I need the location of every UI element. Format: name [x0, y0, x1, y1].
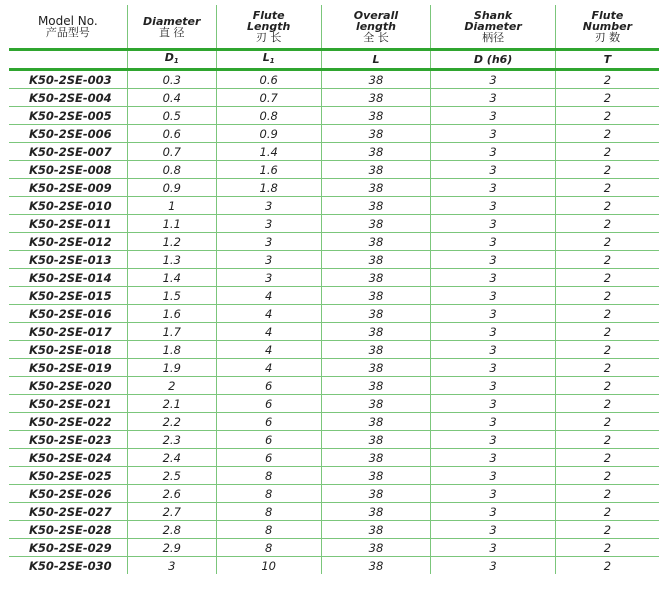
table-row	[9, 215, 659, 233]
cell-model-no: K50-2SE-030	[9, 557, 127, 575]
table-row	[9, 161, 659, 179]
cell-flute-length: 6	[216, 449, 321, 467]
cell-flute-length: 3	[216, 251, 321, 269]
symbol-diameter-text: D	[164, 51, 174, 64]
cell-flute-length: 1.6	[216, 161, 321, 179]
cell-flute-number: 2	[555, 521, 659, 539]
symbol-flute-number	[555, 50, 659, 70]
cell-shank-diameter: 3	[431, 449, 555, 467]
cell-flute-length: 8	[216, 503, 321, 521]
table-row	[9, 179, 659, 197]
cell-model-no: K50-2SE-017	[9, 323, 127, 341]
cell-shank-diameter: 3	[431, 557, 555, 575]
cell-overall-length: 38	[321, 197, 431, 215]
symbol-flute-length	[216, 50, 321, 70]
header-shank-diameter-en1: Shank	[473, 9, 513, 22]
cell-flute-number: 2	[555, 287, 659, 305]
cell-shank-diameter: 3	[431, 395, 555, 413]
header-overall-length-cn: 全 长	[363, 31, 389, 44]
table-row	[9, 431, 659, 449]
cell-overall-length: 38	[321, 125, 431, 143]
cell-shank-diameter: 3	[431, 503, 555, 521]
symbol-flute-number-text: T	[603, 53, 612, 66]
cell-flute-number: 2	[555, 449, 659, 467]
cell-flute-number: 2	[555, 143, 659, 161]
cell-model-no: K50-2SE-029	[9, 539, 127, 557]
cell-model-no: K50-2SE-005	[9, 107, 127, 125]
cell-flute-number: 2	[555, 89, 659, 107]
cell-flute-number: 2	[555, 215, 659, 233]
cell-diameter: 1.5	[127, 287, 216, 305]
cell-flute-length: 8	[216, 485, 321, 503]
cell-model-no: K50-2SE-014	[9, 269, 127, 287]
cell-overall-length: 38	[321, 269, 431, 287]
cell-overall-length: 38	[321, 359, 431, 377]
cell-model-no: K50-2SE-006	[9, 125, 127, 143]
header-flute-number-en2: Number	[582, 20, 633, 33]
cell-overall-length: 38	[321, 305, 431, 323]
spec-table	[9, 5, 659, 574]
cell-overall-length: 38	[321, 251, 431, 269]
cell-diameter: 2.4	[127, 449, 216, 467]
cell-flute-length: 6	[216, 413, 321, 431]
cell-diameter: 2.6	[127, 485, 216, 503]
cell-flute-length: 0.7	[216, 89, 321, 107]
cell-shank-diameter: 3	[431, 359, 555, 377]
cell-overall-length: 38	[321, 557, 431, 575]
cell-flute-number: 2	[555, 70, 659, 89]
table-row	[9, 539, 659, 557]
cell-flute-number: 2	[555, 179, 659, 197]
cell-model-no: K50-2SE-025	[9, 467, 127, 485]
cell-shank-diameter: 3	[431, 89, 555, 107]
cell-flute-number: 2	[555, 377, 659, 395]
cell-flute-length: 0.8	[216, 107, 321, 125]
cell-diameter: 0.6	[127, 125, 216, 143]
cell-model-no: K50-2SE-004	[9, 89, 127, 107]
cell-diameter: 2.5	[127, 467, 216, 485]
table-row	[9, 395, 659, 413]
table-row	[9, 89, 659, 107]
cell-flute-length: 0.9	[216, 125, 321, 143]
cell-flute-number: 2	[555, 341, 659, 359]
cell-flute-length: 6	[216, 395, 321, 413]
cell-model-no: K50-2SE-020	[9, 377, 127, 395]
cell-diameter: 1.8	[127, 341, 216, 359]
cell-shank-diameter: 3	[431, 539, 555, 557]
cell-model-no: K50-2SE-008	[9, 161, 127, 179]
cell-diameter: 2.8	[127, 521, 216, 539]
cell-shank-diameter: 3	[431, 161, 555, 179]
symbol-row	[9, 50, 659, 70]
cell-diameter: 0.4	[127, 89, 216, 107]
header-flute-number-cn: 刃 数	[594, 31, 621, 44]
cell-shank-diameter: 3	[431, 305, 555, 323]
table-row	[9, 503, 659, 521]
header-row	[9, 5, 659, 50]
cell-diameter: 1.3	[127, 251, 216, 269]
cell-flute-number: 2	[555, 359, 659, 377]
cell-flute-length: 1.8	[216, 179, 321, 197]
header-flute-length-en2: Length	[247, 20, 291, 33]
cell-flute-length: 4	[216, 359, 321, 377]
cell-diameter: 1.7	[127, 323, 216, 341]
symbol-shank-diameter-text: D (h6)	[473, 53, 513, 66]
symbol-diameter	[127, 50, 216, 70]
cell-flute-number: 2	[555, 539, 659, 557]
cell-flute-number: 2	[555, 107, 659, 125]
cell-overall-length: 38	[321, 467, 431, 485]
cell-flute-length: 3	[216, 233, 321, 251]
table-row	[9, 305, 659, 323]
spec-table-container	[9, 5, 659, 574]
table-row	[9, 70, 659, 89]
cell-overall-length: 38	[321, 503, 431, 521]
cell-overall-length: 38	[321, 179, 431, 197]
cell-shank-diameter: 3	[431, 521, 555, 539]
table-body	[9, 70, 659, 575]
cell-shank-diameter: 3	[431, 485, 555, 503]
symbol-diameter-sub: 1	[173, 57, 179, 65]
cell-model-no: K50-2SE-019	[9, 359, 127, 377]
cell-shank-diameter: 3	[431, 341, 555, 359]
cell-shank-diameter: 3	[431, 107, 555, 125]
cell-flute-number: 2	[555, 413, 659, 431]
cell-flute-length: 4	[216, 341, 321, 359]
table-row	[9, 251, 659, 269]
cell-flute-length: 3	[216, 197, 321, 215]
cell-flute-number: 2	[555, 503, 659, 521]
cell-model-no: K50-2SE-009	[9, 179, 127, 197]
cell-flute-number: 2	[555, 233, 659, 251]
cell-flute-length: 1.4	[216, 143, 321, 161]
table-row	[9, 521, 659, 539]
cell-diameter: 0.3	[127, 70, 216, 89]
cell-overall-length: 38	[321, 233, 431, 251]
cell-shank-diameter: 3	[431, 70, 555, 89]
header-diameter	[127, 5, 216, 50]
cell-overall-length: 38	[321, 161, 431, 179]
cell-flute-length: 3	[216, 269, 321, 287]
cell-diameter: 1.1	[127, 215, 216, 233]
cell-flute-length: 0.6	[216, 70, 321, 89]
cell-overall-length: 38	[321, 341, 431, 359]
cell-shank-diameter: 3	[431, 143, 555, 161]
cell-overall-length: 38	[321, 287, 431, 305]
header-flute-length-en1: Flute	[252, 9, 285, 22]
symbol-shank-diameter	[431, 50, 555, 70]
symbol-model	[9, 50, 127, 70]
cell-overall-length: 38	[321, 70, 431, 89]
cell-flute-length: 6	[216, 377, 321, 395]
cell-flute-number: 2	[555, 305, 659, 323]
cell-shank-diameter: 3	[431, 323, 555, 341]
cell-diameter: 1.4	[127, 269, 216, 287]
cell-diameter: 2	[127, 377, 216, 395]
cell-model-no: K50-2SE-012	[9, 233, 127, 251]
cell-overall-length: 38	[321, 539, 431, 557]
cell-flute-length: 8	[216, 539, 321, 557]
cell-model-no: K50-2SE-023	[9, 431, 127, 449]
cell-model-no: K50-2SE-007	[9, 143, 127, 161]
cell-overall-length: 38	[321, 323, 431, 341]
header-flute-number-en1: Flute	[591, 9, 624, 22]
header-model-en: Model No.	[37, 13, 98, 28]
cell-flute-length: 4	[216, 305, 321, 323]
cell-overall-length: 38	[321, 413, 431, 431]
cell-flute-length: 4	[216, 287, 321, 305]
cell-overall-length: 38	[321, 215, 431, 233]
header-diameter-en: Diameter	[143, 14, 201, 28]
cell-diameter: 2.3	[127, 431, 216, 449]
cell-diameter: 2.7	[127, 503, 216, 521]
cell-model-no: K50-2SE-013	[9, 251, 127, 269]
cell-flute-number: 2	[555, 395, 659, 413]
cell-shank-diameter: 3	[431, 251, 555, 269]
cell-overall-length: 38	[321, 377, 431, 395]
table-row	[9, 377, 659, 395]
table-row	[9, 485, 659, 503]
cell-model-no: K50-2SE-024	[9, 449, 127, 467]
cell-flute-length: 8	[216, 467, 321, 485]
cell-flute-number: 2	[555, 431, 659, 449]
cell-overall-length: 38	[321, 89, 431, 107]
header-shank-diameter-en2: Diameter	[464, 20, 522, 33]
cell-flute-number: 2	[555, 251, 659, 269]
cell-diameter: 2.2	[127, 413, 216, 431]
table-row	[9, 125, 659, 143]
header-model-cn: 产品型号	[45, 25, 90, 39]
cell-diameter: 1	[127, 197, 216, 215]
cell-flute-length: 3	[216, 215, 321, 233]
table-row	[9, 413, 659, 431]
cell-diameter: 1.9	[127, 359, 216, 377]
cell-shank-diameter: 3	[431, 197, 555, 215]
cell-model-no: K50-2SE-003	[9, 70, 127, 89]
symbol-flute-length-sub: 1	[269, 57, 275, 65]
cell-overall-length: 38	[321, 449, 431, 467]
table-row	[9, 269, 659, 287]
cell-model-no: K50-2SE-022	[9, 413, 127, 431]
table-row	[9, 341, 659, 359]
cell-shank-diameter: 3	[431, 377, 555, 395]
cell-shank-diameter: 3	[431, 413, 555, 431]
table-row	[9, 107, 659, 125]
header-diameter-cn: 直 径	[158, 25, 185, 39]
header-shank-diameter-cn: 柄径	[482, 31, 505, 44]
cell-diameter: 1.6	[127, 305, 216, 323]
table-row	[9, 359, 659, 377]
cell-overall-length: 38	[321, 521, 431, 539]
cell-model-no: K50-2SE-015	[9, 287, 127, 305]
header-flute-length	[216, 5, 321, 50]
symbol-overall-length	[321, 50, 431, 70]
symbol-flute-length-text: L	[262, 51, 270, 64]
cell-flute-number: 2	[555, 125, 659, 143]
header-overall-length	[321, 5, 431, 50]
cell-diameter: 0.9	[127, 179, 216, 197]
header-overall-length-en1: Overall	[353, 9, 399, 22]
cell-diameter: 0.7	[127, 143, 216, 161]
cell-flute-number: 2	[555, 269, 659, 287]
cell-shank-diameter: 3	[431, 287, 555, 305]
table-row	[9, 323, 659, 341]
table-row	[9, 143, 659, 161]
cell-overall-length: 38	[321, 107, 431, 125]
symbol-overall-length-text: L	[372, 53, 380, 66]
cell-flute-length: 10	[216, 557, 321, 575]
cell-flute-number: 2	[555, 467, 659, 485]
cell-model-no: K50-2SE-027	[9, 503, 127, 521]
table-row	[9, 233, 659, 251]
cell-shank-diameter: 3	[431, 179, 555, 197]
cell-shank-diameter: 3	[431, 467, 555, 485]
cell-model-no: K50-2SE-018	[9, 341, 127, 359]
cell-diameter: 0.5	[127, 107, 216, 125]
cell-overall-length: 38	[321, 485, 431, 503]
table-row	[9, 467, 659, 485]
cell-shank-diameter: 3	[431, 233, 555, 251]
cell-overall-length: 38	[321, 395, 431, 413]
cell-shank-diameter: 3	[431, 215, 555, 233]
cell-overall-length: 38	[321, 143, 431, 161]
cell-model-no: K50-2SE-028	[9, 521, 127, 539]
cell-flute-number: 2	[555, 197, 659, 215]
header-model	[9, 5, 127, 50]
cell-flute-length: 6	[216, 431, 321, 449]
cell-diameter: 0.8	[127, 161, 216, 179]
table-row	[9, 449, 659, 467]
cell-flute-number: 2	[555, 485, 659, 503]
cell-diameter: 2.1	[127, 395, 216, 413]
cell-model-no: K50-2SE-016	[9, 305, 127, 323]
cell-flute-number: 2	[603, 558, 612, 573]
cell-diameter: 1.2	[127, 233, 216, 251]
cell-flute-length: 4	[216, 323, 321, 341]
cell-shank-diameter: 3	[431, 269, 555, 287]
table-row	[9, 557, 659, 575]
header-flute-number	[555, 5, 659, 50]
table-row	[9, 287, 659, 305]
cell-shank-diameter: 3	[431, 431, 555, 449]
header-shank-diameter	[431, 5, 555, 50]
cell-overall-length: 38	[321, 431, 431, 449]
cell-flute-number: 2	[555, 323, 659, 341]
cell-flute-number: 2	[555, 161, 659, 179]
cell-shank-diameter: 3	[431, 125, 555, 143]
cell-model-no: K50-2SE-011	[9, 215, 127, 233]
cell-model-no: K50-2SE-010	[9, 197, 127, 215]
header-overall-length-en2: length	[355, 20, 396, 33]
cell-flute-length: 8	[216, 521, 321, 539]
cell-diameter: 3	[127, 557, 216, 575]
cell-model-no: K50-2SE-026	[9, 485, 127, 503]
header-flute-length-cn: 刃 长	[255, 31, 282, 44]
cell-model-no: K50-2SE-021	[9, 395, 127, 413]
table-row	[9, 197, 659, 215]
cell-diameter: 2.9	[127, 539, 216, 557]
